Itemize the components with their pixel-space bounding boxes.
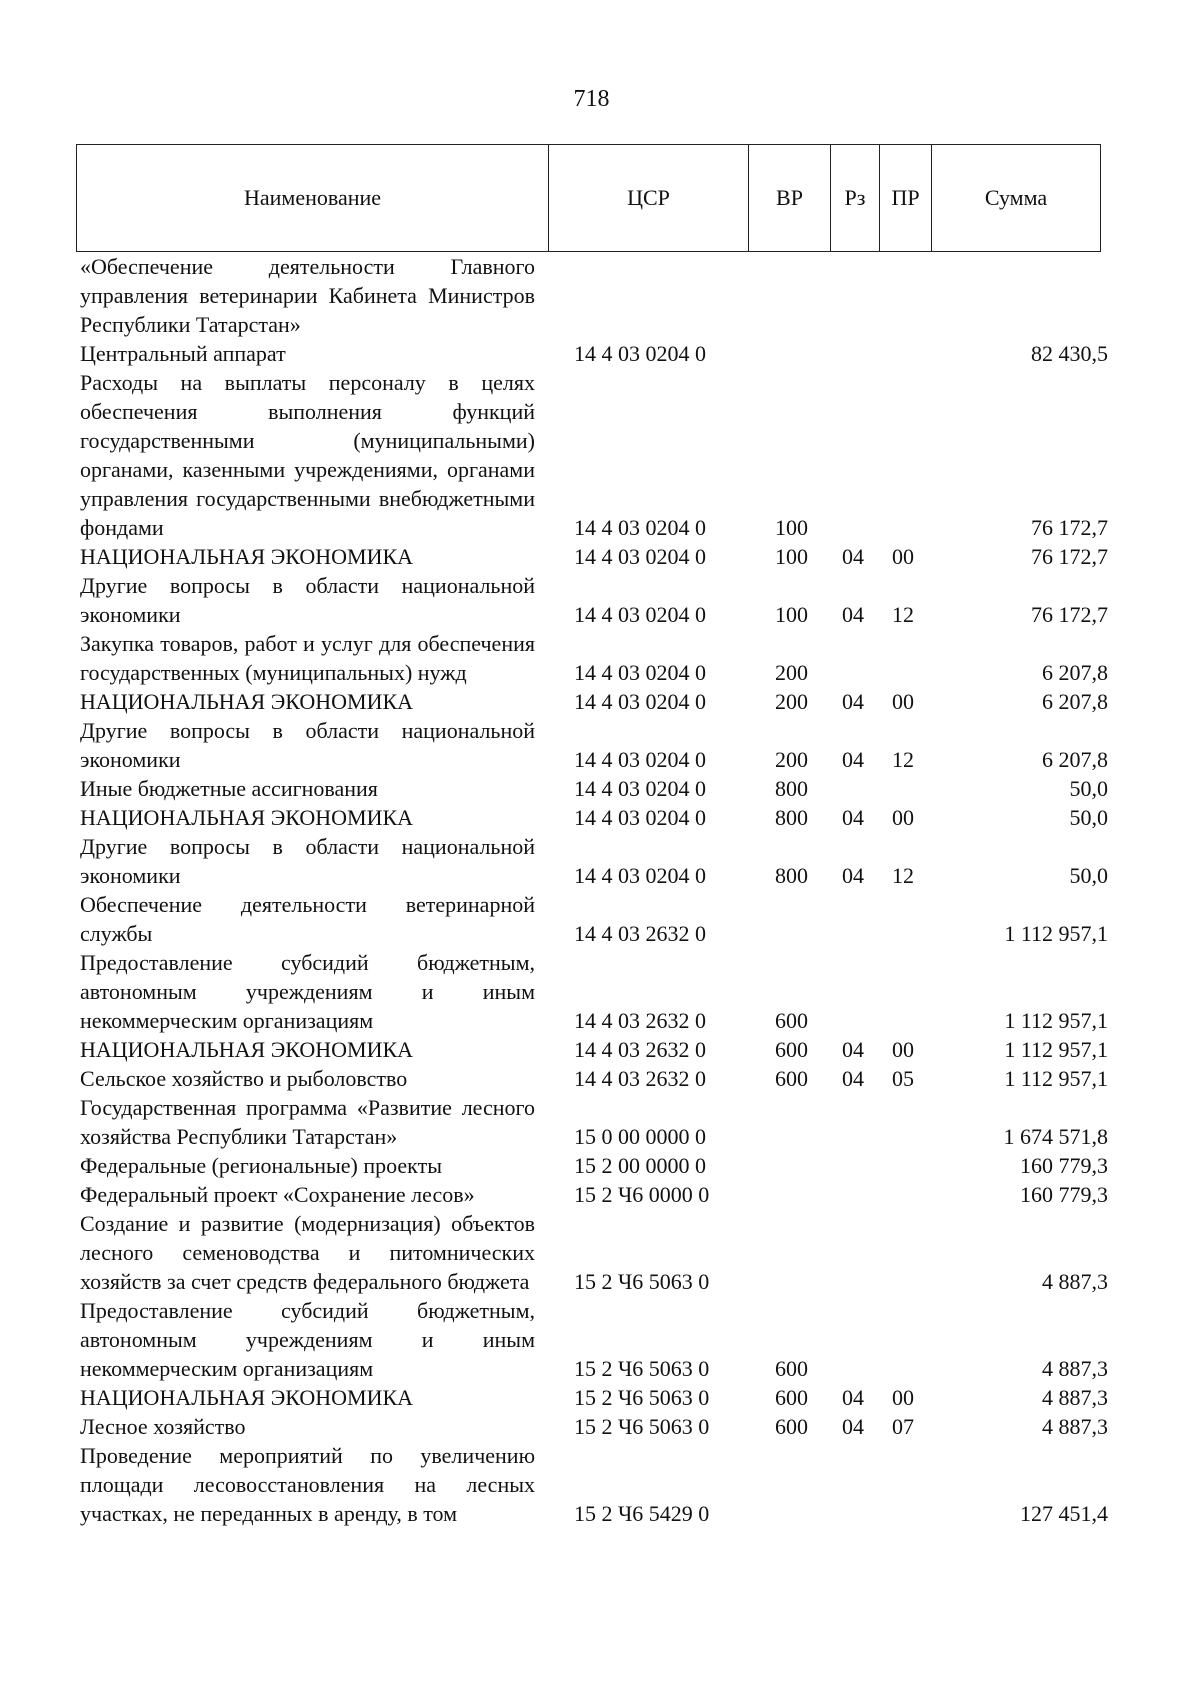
row-pr: 12 <box>892 863 914 888</box>
row-name: НАЦИОНАЛЬНАЯ ЭКОНОМИКА <box>80 689 414 714</box>
row-pr: 00 <box>892 544 914 569</box>
row-sum: 4 887,3 <box>1042 1269 1108 1294</box>
row-vr: 200 <box>775 747 808 772</box>
table-row <box>80 571 1120 629</box>
row-csr: 15 2 Ч6 0000 0 <box>574 1182 710 1207</box>
row-sum: 76 172,7 <box>1031 602 1108 627</box>
row-name: НАЦИОНАЛЬНАЯ ЭКОНОМИКА <box>80 805 414 830</box>
table-row <box>80 1209 1120 1296</box>
row-sum: 160 779,3 <box>1020 1182 1108 1207</box>
row-sum: 6 207,8 <box>1042 689 1108 714</box>
row-sum: 6 207,8 <box>1042 660 1108 685</box>
row-vr: 100 <box>775 602 808 627</box>
row-csr: 14 4 03 0204 0 <box>574 747 706 772</box>
table-row <box>80 1296 1120 1383</box>
row-name: Другие вопросы в области национальной экономики <box>80 573 535 627</box>
row-pr: 00 <box>892 805 914 830</box>
row-vr: 600 <box>775 1356 808 1381</box>
row-sum: 4 887,3 <box>1042 1385 1108 1410</box>
table-row <box>80 948 1120 1035</box>
row-vr: 600 <box>775 1066 808 1091</box>
row-vr: 600 <box>775 1037 808 1062</box>
table-row <box>80 1383 1120 1412</box>
table-row <box>80 716 1120 774</box>
row-sum: 50,0 <box>1069 863 1108 888</box>
row-vr: 600 <box>775 1414 808 1439</box>
row-name: Обеспечение деятельности ветеринарной службы <box>80 892 535 946</box>
row-vr: 800 <box>775 863 808 888</box>
header-vr: ВР <box>749 145 831 251</box>
row-sum: 76 172,7 <box>1031 544 1108 569</box>
row-csr: 14 4 03 2632 0 <box>574 921 706 946</box>
row-sum: 82 430,5 <box>1031 341 1108 366</box>
row-vr: 100 <box>775 544 808 569</box>
row-sum: 160 779,3 <box>1020 1153 1108 1178</box>
row-csr: 15 2 Ч6 5429 0 <box>574 1501 710 1526</box>
row-name: Другие вопросы в области национальной экономики <box>80 718 535 772</box>
table-header <box>76 144 1101 252</box>
row-sum: 4 887,3 <box>1042 1356 1108 1381</box>
row-pr: 00 <box>892 1037 914 1062</box>
header-pr: ПР <box>880 145 932 251</box>
row-name: НАЦИОНАЛЬНАЯ ЭКОНОМИКА <box>80 1037 414 1062</box>
row-vr: 600 <box>775 1385 808 1410</box>
row-csr: 14 4 03 0204 0 <box>574 660 706 685</box>
table-row <box>80 629 1120 687</box>
row-name: «Обеспечение деятельности Главного управления ветеринарии Кабинета Министров Республики Татарстан» <box>80 254 535 337</box>
row-rz: 04 <box>842 863 864 888</box>
row-name: Проведение мероприятий по увеличению площади лесовосстановления на лесных участках, не переданных в аренду, в том <box>80 1443 535 1526</box>
row-vr: 600 <box>775 1008 808 1033</box>
row-rz: 04 <box>842 805 864 830</box>
table-row <box>80 252 1120 339</box>
row-rz: 04 <box>842 1037 864 1062</box>
row-rz: 04 <box>842 602 864 627</box>
row-rz: 04 <box>842 747 864 772</box>
row-csr: 14 4 03 0204 0 <box>574 776 706 801</box>
row-csr: 14 4 03 0204 0 <box>574 863 706 888</box>
row-sum: 50,0 <box>1069 805 1108 830</box>
row-pr: 12 <box>892 747 914 772</box>
row-name: Лесное хозяйство <box>80 1414 246 1439</box>
row-rz: 04 <box>842 689 864 714</box>
row-sum: 127 451,4 <box>1020 1501 1108 1526</box>
table-row <box>80 1151 1120 1180</box>
table-row <box>80 1093 1120 1151</box>
row-name: Иные бюджетные ассигнования <box>80 776 378 801</box>
row-pr: 00 <box>892 689 914 714</box>
row-name: Федеральные (региональные) проекты <box>80 1153 442 1178</box>
table-row <box>80 339 1120 368</box>
row-pr: 07 <box>892 1414 914 1439</box>
table-row <box>80 687 1120 716</box>
row-sum: 6 207,8 <box>1042 747 1108 772</box>
row-name: Расходы на выплаты персоналу в целях обеспечения выполнения функций государственными (муниципальными) органами, казенными учреждениями, органами управления государственными внебюджетными фондами <box>80 370 535 540</box>
row-csr: 15 2 Ч6 5063 0 <box>574 1356 710 1381</box>
row-vr: 800 <box>775 805 808 830</box>
header-sum: Сумма <box>984 185 1048 210</box>
row-sum: 1 112 957,1 <box>1004 1066 1108 1091</box>
row-csr: 15 2 Ч6 5063 0 <box>574 1385 710 1410</box>
row-vr: 800 <box>775 776 808 801</box>
row-sum: 4 887,3 <box>1042 1414 1108 1439</box>
row-sum: 1 112 957,1 <box>1004 1037 1108 1062</box>
row-vr: 100 <box>775 515 808 540</box>
row-vr: 200 <box>775 689 808 714</box>
row-rz: 04 <box>842 544 864 569</box>
table-row <box>80 774 1120 803</box>
row-csr: 15 2 00 0000 0 <box>574 1153 706 1178</box>
table-row <box>80 890 1120 948</box>
row-csr: 14 4 03 0204 0 <box>574 544 706 569</box>
table-row <box>80 803 1120 832</box>
header-name: Наименование <box>77 145 549 251</box>
row-sum: 76 172,7 <box>1031 515 1108 540</box>
page-number: 718 <box>573 86 610 112</box>
row-rz: 04 <box>842 1066 864 1091</box>
row-pr: 00 <box>892 1385 914 1410</box>
row-pr: 12 <box>892 602 914 627</box>
row-csr: 14 4 03 2632 0 <box>574 1008 706 1033</box>
table-row <box>80 1064 1120 1093</box>
row-name: Создание и развитие (модернизация) объектов лесного семеноводства и питомнических хозяйств за счет средств федерального бюджета <box>80 1211 535 1294</box>
row-csr: 15 2 Ч6 5063 0 <box>574 1414 710 1439</box>
row-sum: 1 112 957,1 <box>1004 921 1108 946</box>
row-csr: 15 0 00 0000 0 <box>574 1124 706 1149</box>
table-row <box>80 1441 1120 1528</box>
row-rz: 04 <box>842 1414 864 1439</box>
row-name: НАЦИОНАЛЬНАЯ ЭКОНОМИКА <box>80 1385 414 1410</box>
row-csr: 14 4 03 2632 0 <box>574 1066 706 1091</box>
row-name: Закупка товаров, работ и услуг для обеспечения государственных (муниципальных) нужд <box>80 631 535 685</box>
table-body <box>80 252 1120 1528</box>
table-row <box>80 1035 1120 1064</box>
row-sum: 50,0 <box>1069 776 1108 801</box>
table-row <box>80 832 1120 890</box>
table-row <box>80 1180 1120 1209</box>
row-csr: 14 4 03 0204 0 <box>574 515 706 540</box>
table-row <box>80 368 1120 542</box>
table-row <box>80 542 1120 571</box>
row-csr: 14 4 03 0204 0 <box>574 341 706 366</box>
row-name: Предоставление субсидий бюджетным, автономным учреждениям и иным некоммерческим организациям <box>80 950 535 1033</box>
row-sum: 1 112 957,1 <box>1004 1008 1108 1033</box>
row-csr: 14 4 03 2632 0 <box>574 1037 706 1062</box>
row-name: Государственная программа «Развитие лесного хозяйства Республики Татарстан» <box>80 1095 535 1149</box>
row-rz: 04 <box>842 1385 864 1410</box>
row-name: НАЦИОНАЛЬНАЯ ЭКОНОМИКА <box>80 544 414 569</box>
row-csr: 14 4 03 0204 0 <box>574 689 706 714</box>
row-csr: 15 2 Ч6 5063 0 <box>574 1269 710 1294</box>
table-row <box>80 1412 1120 1441</box>
row-name: Федеральный проект «Сохранение лесов» <box>80 1182 475 1207</box>
row-csr: 14 4 03 0204 0 <box>574 602 706 627</box>
row-sum: 1 674 571,8 <box>1003 1124 1108 1149</box>
row-pr: 05 <box>892 1066 914 1091</box>
row-name: Предоставление субсидий бюджетным, автономным учреждениям и иным некоммерческим организациям <box>80 1298 535 1381</box>
header-csr: ЦСР <box>549 145 749 251</box>
row-name: Сельское хозяйство и рыболовство <box>80 1066 408 1091</box>
row-name: Другие вопросы в области национальной экономики <box>80 834 535 888</box>
header-rz: Рз <box>831 145 880 251</box>
row-vr: 200 <box>775 660 808 685</box>
row-csr: 14 4 03 0204 0 <box>574 805 706 830</box>
row-name: Центральный аппарат <box>80 341 286 366</box>
